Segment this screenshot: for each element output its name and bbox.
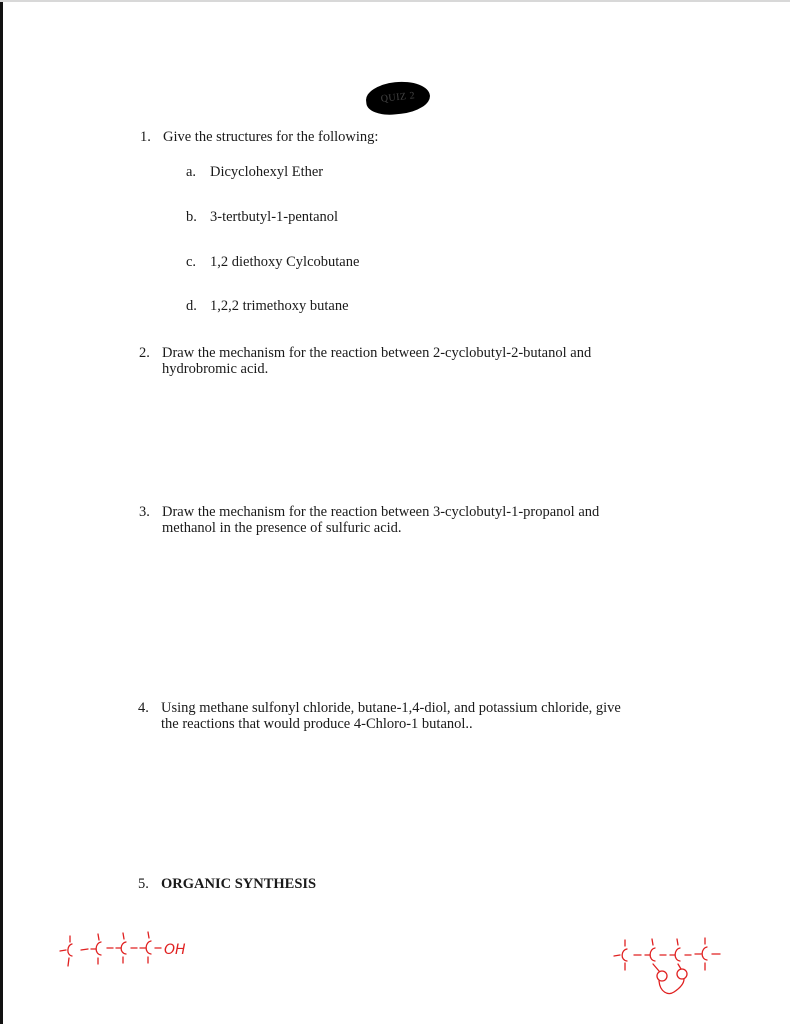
- subitem-text: 1,2,2 trimethoxy butane: [210, 298, 349, 314]
- question-text-line-1: Draw the mechanism for the reaction between 3-cyclobutyl-1-propanol and: [162, 504, 600, 520]
- question-text-line-1: Using methane sulfonyl chloride, butane-1,4-diol, and potassium chloride, give: [161, 700, 621, 716]
- handwritten-carbon-chain-right: [610, 930, 740, 1005]
- handwritten-carbon-chain-left: [50, 928, 210, 978]
- question-5: [138, 876, 538, 894]
- question-number: 2.: [139, 345, 150, 361]
- redaction-blob: QUIZ 2: [365, 79, 432, 118]
- question-1: [140, 129, 740, 147]
- question-text-line-2: the reactions that would produce 4-Chloro-1 butanol..: [161, 716, 473, 732]
- scan-edge-left: [0, 0, 3, 1024]
- question-text-line-2: methanol in the presence of sulfuric acid.: [162, 520, 402, 536]
- subitem-text: 3-tertbutyl-1-pentanol: [210, 209, 339, 225]
- subitem-d: [186, 298, 349, 314]
- question-4: [138, 700, 778, 734]
- question-number: 3.: [139, 504, 150, 520]
- question-number: 1.: [140, 129, 151, 145]
- subitem-text: 1,2 diethoxy Cylcobutane: [210, 254, 360, 270]
- subitem-a: [186, 164, 323, 180]
- subitem-b: [186, 209, 338, 225]
- hydroxyl-label: OH: [164, 942, 186, 958]
- question-text: Give the structures for the following:: [163, 129, 379, 145]
- question-text-line-1: Draw the mechanism for the reaction between 2-cyclobutyl-2-butanol and: [162, 345, 592, 361]
- question-number: 4.: [138, 700, 149, 716]
- question-number: 5.: [138, 876, 149, 892]
- subitem-c: [186, 254, 359, 270]
- subitem-letter: d.: [186, 298, 197, 314]
- question-3: [139, 504, 759, 538]
- subitem-letter: b.: [186, 209, 197, 225]
- question-2: [139, 345, 759, 379]
- scan-edge-top: [0, 0, 790, 2]
- question-text-line-2: hydrobromic acid.: [162, 361, 269, 377]
- section-heading: ORGANIC SYNTHESIS: [161, 876, 317, 892]
- subitem-letter: c.: [186, 254, 197, 270]
- subitem-text: Dicyclohexyl Ether: [210, 164, 324, 180]
- subitem-letter: a.: [186, 164, 197, 180]
